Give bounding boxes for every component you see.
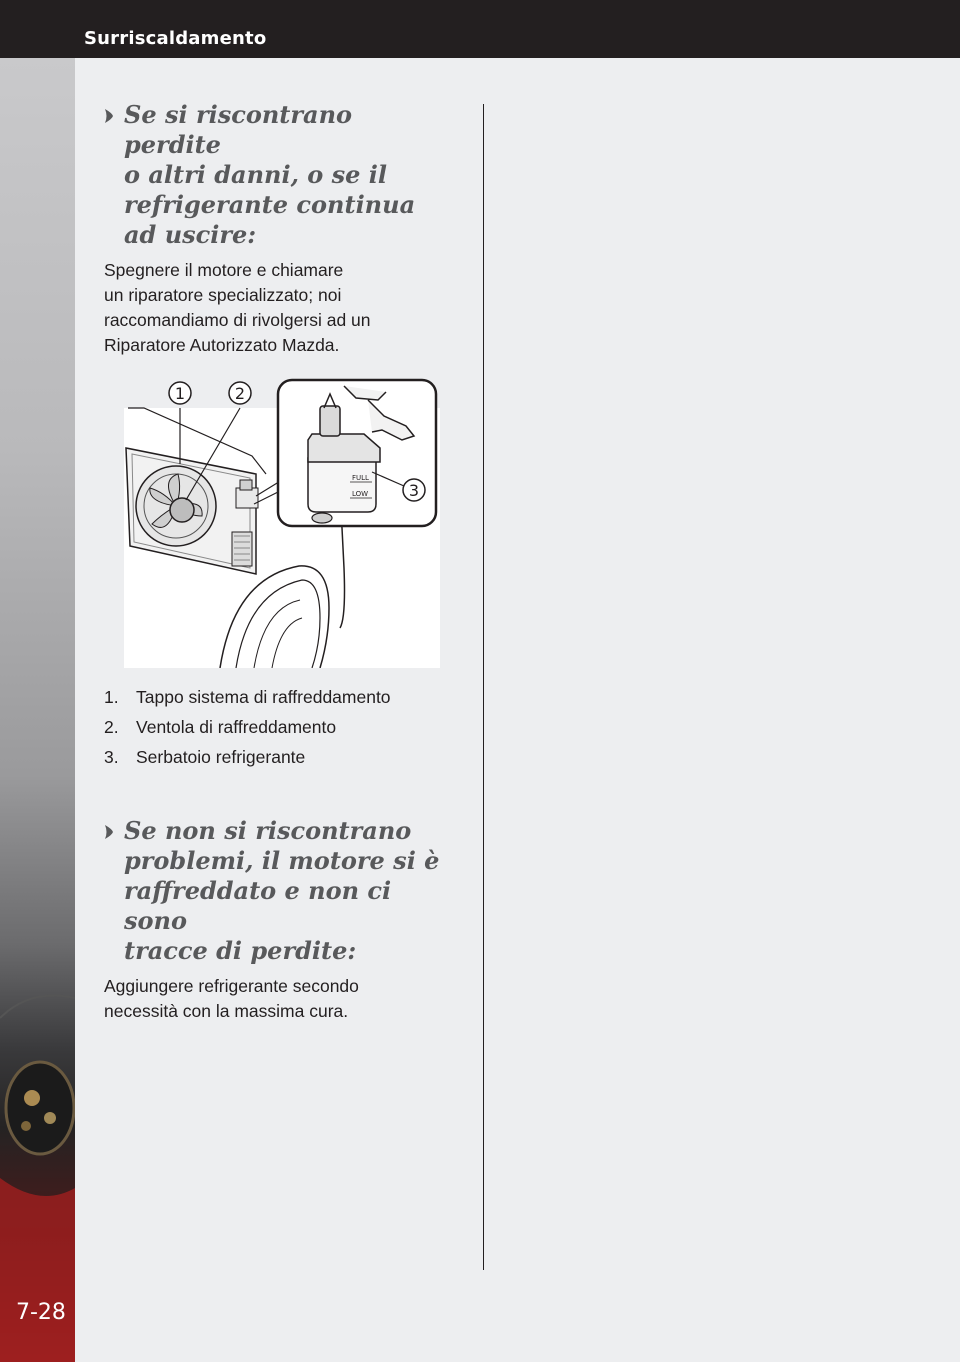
body-line: Spegnere il motore e chiamare bbox=[104, 260, 344, 280]
figure-legend bbox=[104, 682, 449, 772]
body-line: Riparatore Autorizzato Mazda. bbox=[104, 335, 340, 355]
heading-line: problemi, il motore si è bbox=[124, 846, 440, 875]
main-column bbox=[104, 100, 449, 1024]
legend-number: 2. bbox=[104, 717, 119, 737]
tank-full-label: FULL bbox=[352, 474, 369, 482]
tank-low-label: LOW bbox=[352, 490, 369, 498]
bullet-arrow-icon bbox=[104, 825, 114, 839]
heading-line: Se si riscontrano perdite bbox=[124, 100, 353, 159]
section2-heading bbox=[104, 816, 449, 966]
heading-line: o altri danni, o se il bbox=[124, 160, 388, 189]
callout-2-label: 2 bbox=[234, 384, 246, 403]
fan-hub bbox=[170, 498, 194, 522]
body-line: un riparatore specializzato; noi bbox=[104, 285, 342, 305]
section2-body bbox=[104, 974, 449, 1024]
tank-cap bbox=[320, 406, 340, 436]
section1-heading bbox=[104, 100, 449, 250]
heading-line: Se non si riscontrano bbox=[124, 816, 412, 845]
callout-1-label: 1 bbox=[174, 384, 186, 403]
section2 bbox=[104, 816, 449, 1024]
legend-label: Tappo sistema di raffreddamento bbox=[136, 687, 391, 707]
section1-body bbox=[104, 258, 449, 358]
legend-item bbox=[104, 712, 449, 742]
legend-label: Serbatoio refrigerante bbox=[136, 747, 306, 767]
heading-line: raffreddato e non ci sono bbox=[124, 876, 392, 935]
bullet-arrow-icon bbox=[104, 109, 114, 123]
callout-3-label: 3 bbox=[408, 481, 420, 500]
body-line: Aggiungere refrigerante secondo bbox=[104, 976, 359, 996]
heading-line: refrigerante continua bbox=[124, 190, 416, 219]
heading-line: ad uscire: bbox=[124, 220, 257, 249]
heading-line: tracce di perdite: bbox=[124, 936, 357, 965]
radiator-cap bbox=[240, 480, 252, 490]
headlight-decoration bbox=[0, 58, 75, 1362]
legend-number: 3. bbox=[104, 747, 119, 767]
body-line: raccomandiamo di rivolgersi ad un bbox=[104, 310, 371, 330]
legend-item bbox=[104, 682, 449, 712]
section-title: Surriscaldamento bbox=[84, 28, 267, 49]
page-number: 7-28 bbox=[16, 1300, 66, 1325]
legend-label: Ventola di raffreddamento bbox=[136, 717, 337, 737]
header-bar bbox=[0, 0, 960, 58]
cooling-system-illustration bbox=[124, 378, 440, 668]
legend-item bbox=[104, 742, 449, 772]
legend-number: 1. bbox=[104, 687, 119, 707]
coolant-tank bbox=[308, 458, 376, 512]
side-strip bbox=[0, 58, 75, 1362]
column-divider bbox=[483, 104, 484, 1270]
body-line: necessità con la massima cura. bbox=[104, 1001, 349, 1021]
